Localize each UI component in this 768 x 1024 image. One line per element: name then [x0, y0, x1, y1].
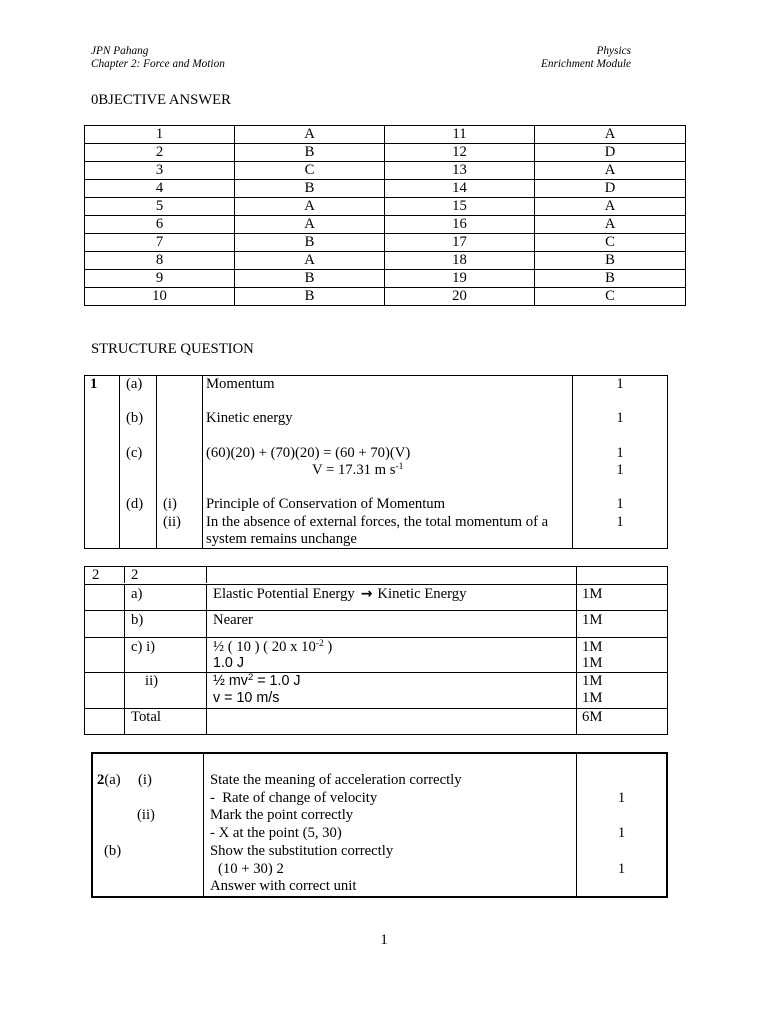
question-number: 11 — [385, 126, 535, 143]
mark: 1 — [616, 513, 624, 530]
answer-option: B — [235, 288, 385, 305]
mark: 1M — [582, 690, 603, 706]
answer-option: B — [235, 270, 385, 287]
part-label: (a) — [104, 771, 121, 788]
superscript: 2 — [247, 672, 254, 683]
sub-question-number: 2 — [125, 567, 207, 583]
answer-cell — [207, 567, 577, 584]
question-number: 12 — [385, 144, 535, 161]
arrow-right-icon: → — [360, 586, 373, 602]
answer-text: = 1.0 J — [253, 673, 301, 689]
part-label: (a) — [126, 376, 143, 392]
part-cell — [125, 673, 207, 708]
question-number: 15 — [385, 198, 535, 215]
table-row — [85, 234, 685, 252]
answer-text: Kinetic energy — [206, 410, 293, 427]
question-number: 9 — [85, 270, 235, 287]
subpart-label: (ii) — [137, 807, 155, 824]
question-number: 10 — [85, 288, 235, 305]
answer-option: C — [605, 234, 615, 250]
mark: 1 — [616, 444, 624, 461]
question-number: 6 — [85, 216, 235, 233]
answer-option: D — [604, 144, 616, 160]
part-cell — [125, 585, 207, 610]
mark: 1 — [617, 860, 626, 877]
answer-option: B — [605, 252, 615, 268]
table-row — [85, 198, 685, 216]
answer-option: D — [604, 180, 616, 196]
table-row — [85, 162, 685, 180]
subpart-label: (ii) — [163, 513, 181, 530]
answer-option: B — [235, 180, 385, 197]
header-subject: Physics — [596, 45, 631, 57]
mark: 1M — [582, 655, 603, 671]
total-mark: 6M — [582, 709, 603, 725]
answer-option: B — [605, 270, 615, 286]
mark: 1M — [582, 673, 603, 689]
question-number: 20 — [385, 288, 535, 305]
mark: 1 — [617, 825, 626, 841]
part-line — [97, 807, 203, 825]
part-column — [120, 376, 157, 548]
mark: 1M — [582, 639, 603, 655]
answer-text: Nearer — [213, 612, 253, 628]
answer-option: A — [235, 198, 385, 215]
mark: 1 — [616, 376, 624, 392]
part-cell — [125, 709, 207, 734]
question-number: 1 — [85, 126, 235, 143]
answer-text: ) — [323, 639, 333, 655]
question-number: 16 — [385, 216, 535, 233]
answer-cell — [207, 638, 577, 672]
answer-column — [203, 376, 573, 548]
question-number-cell — [85, 611, 125, 637]
answer-text: Show the substitution correctly — [210, 842, 394, 859]
question-number: 8 — [85, 252, 235, 269]
header-right — [541, 45, 631, 71]
answer-cell — [207, 709, 577, 734]
mark-cell — [577, 673, 667, 708]
question-number: 2 — [85, 567, 125, 583]
part-label: ii) — [145, 673, 159, 689]
objective-answer-title: 0BJECTIVE ANSWER — [91, 92, 231, 108]
answer-text: - X at the point (5, 30) — [210, 825, 342, 841]
header-org: JPN Pahang — [91, 45, 149, 57]
table-row — [85, 673, 667, 709]
page-number: 1 — [380, 932, 388, 948]
answer-text: - Rate of change of velocity — [210, 789, 378, 806]
table-row — [85, 144, 685, 162]
question-number-cell — [85, 638, 125, 672]
answer-text: 1.0 J — [213, 655, 244, 671]
mark: 1M — [582, 586, 603, 602]
answer-option: A — [235, 216, 385, 233]
answer-text: (10 + 30) 2 — [218, 860, 284, 877]
mark-cell — [577, 611, 667, 637]
table-row — [85, 585, 667, 611]
part-label: (d) — [126, 496, 144, 513]
table-row — [85, 126, 685, 144]
part-column — [93, 754, 204, 896]
question-number: 18 — [385, 252, 535, 269]
part-label: a) — [131, 586, 143, 602]
part-cell — [125, 638, 207, 672]
table-row — [85, 252, 685, 270]
answer-text: ½ ( 10 ) ( 20 x 10 — [213, 639, 316, 655]
mark-cell — [577, 567, 667, 584]
mark: 1 — [617, 789, 626, 806]
answer-cell — [207, 673, 577, 708]
answer-column — [204, 754, 577, 896]
mark: 1M — [582, 612, 603, 628]
subpart-label: (i) — [163, 496, 177, 513]
question-number-cell — [85, 673, 125, 708]
answer-option: A — [235, 126, 385, 143]
table-row — [85, 638, 667, 673]
mark-cell — [577, 585, 667, 610]
part-label: (b) — [126, 410, 144, 427]
answer-text: In the absence of external forces, the total momentum of a — [206, 513, 549, 530]
table-row — [85, 288, 685, 305]
answer-cell — [207, 611, 577, 637]
answer-text: Kinetic Energy — [377, 586, 467, 602]
subpart-column — [157, 376, 203, 548]
part-line — [97, 843, 203, 861]
table-row — [85, 180, 685, 198]
marks-column — [573, 376, 667, 548]
answer-text: Momentum — [206, 376, 275, 392]
total-label: Total — [131, 709, 161, 725]
answer-text: ½ mv — [213, 673, 248, 689]
table-row — [85, 709, 667, 734]
table-row — [85, 611, 667, 638]
answer-line — [206, 462, 572, 479]
question-number: 2 — [85, 144, 235, 161]
answer-text: (60)(20) + (70)(20) = (60 + 70)(V) — [206, 444, 411, 461]
superscript: -1 — [395, 461, 404, 472]
answer-text: Elastic Potential Energy — [213, 586, 355, 602]
answer-line — [213, 673, 576, 690]
header-left — [91, 45, 225, 71]
part-label: c) i) — [131, 639, 156, 655]
part-label: b) — [131, 612, 144, 628]
question-number: 4 — [85, 180, 235, 197]
part-cell — [125, 611, 207, 637]
answer-option: A — [235, 252, 385, 269]
answer-option: B — [235, 234, 385, 251]
question-number: 13 — [385, 162, 535, 179]
structure-question-title: STRUCTURE QUESTION — [91, 341, 254, 357]
table-row — [85, 567, 667, 585]
structure-question-2-table — [84, 566, 668, 735]
answer-option: A — [604, 216, 616, 232]
part-line — [97, 772, 203, 790]
answer-text: Principle of Conservation of Momentum — [206, 496, 446, 513]
question-number: 2 — [97, 771, 105, 788]
answer-text: system remains unchange — [206, 530, 357, 547]
question-number: 5 — [85, 198, 235, 215]
answer-line — [213, 639, 576, 655]
objective-answer-table — [84, 125, 686, 306]
question-number: 7 — [85, 234, 235, 251]
answer-line — [213, 586, 576, 602]
table-row — [85, 216, 685, 234]
question-number: 3 — [85, 162, 235, 179]
answer-option: A — [604, 162, 616, 178]
answer-option: B — [235, 144, 385, 161]
answer-option: A — [604, 198, 616, 214]
mark: 1 — [616, 461, 624, 478]
superscript: -2 — [315, 639, 324, 649]
answer-text: Answer with correct unit — [210, 878, 357, 895]
question-number-cell — [85, 709, 125, 734]
structure-question-3-table — [91, 752, 668, 898]
answer-cell — [207, 585, 577, 610]
question-number: 1 — [90, 376, 98, 392]
mark-cell — [577, 709, 667, 734]
mark-cell — [577, 638, 667, 672]
subpart-label: (i) — [138, 771, 152, 788]
answer-text: State the meaning of acceleration correctly — [210, 771, 462, 788]
answer-option: A — [604, 126, 616, 142]
part-label: (b) — [104, 842, 122, 859]
question-number: 19 — [385, 270, 535, 287]
question-number-column — [85, 376, 120, 548]
table-row — [85, 270, 685, 288]
question-number-cell — [85, 585, 125, 610]
header-chapter: Chapter 2: Force and Motion — [91, 58, 225, 70]
structure-question-1-table — [84, 375, 668, 549]
mark: 1 — [616, 496, 624, 513]
part-label: (c) — [126, 444, 143, 461]
question-number: 17 — [385, 234, 535, 251]
answer-option: C — [605, 288, 615, 304]
answer-text: V = 17.31 m s — [312, 461, 396, 478]
marks-column — [577, 754, 666, 896]
header-module: Enrichment Module — [540, 58, 631, 70]
answer-text: Mark the point correctly — [210, 807, 354, 824]
answer-option: C — [235, 162, 385, 179]
question-number: 14 — [385, 180, 535, 197]
mark: 1 — [616, 410, 624, 427]
answer-text: v = 10 m/s — [213, 690, 280, 706]
